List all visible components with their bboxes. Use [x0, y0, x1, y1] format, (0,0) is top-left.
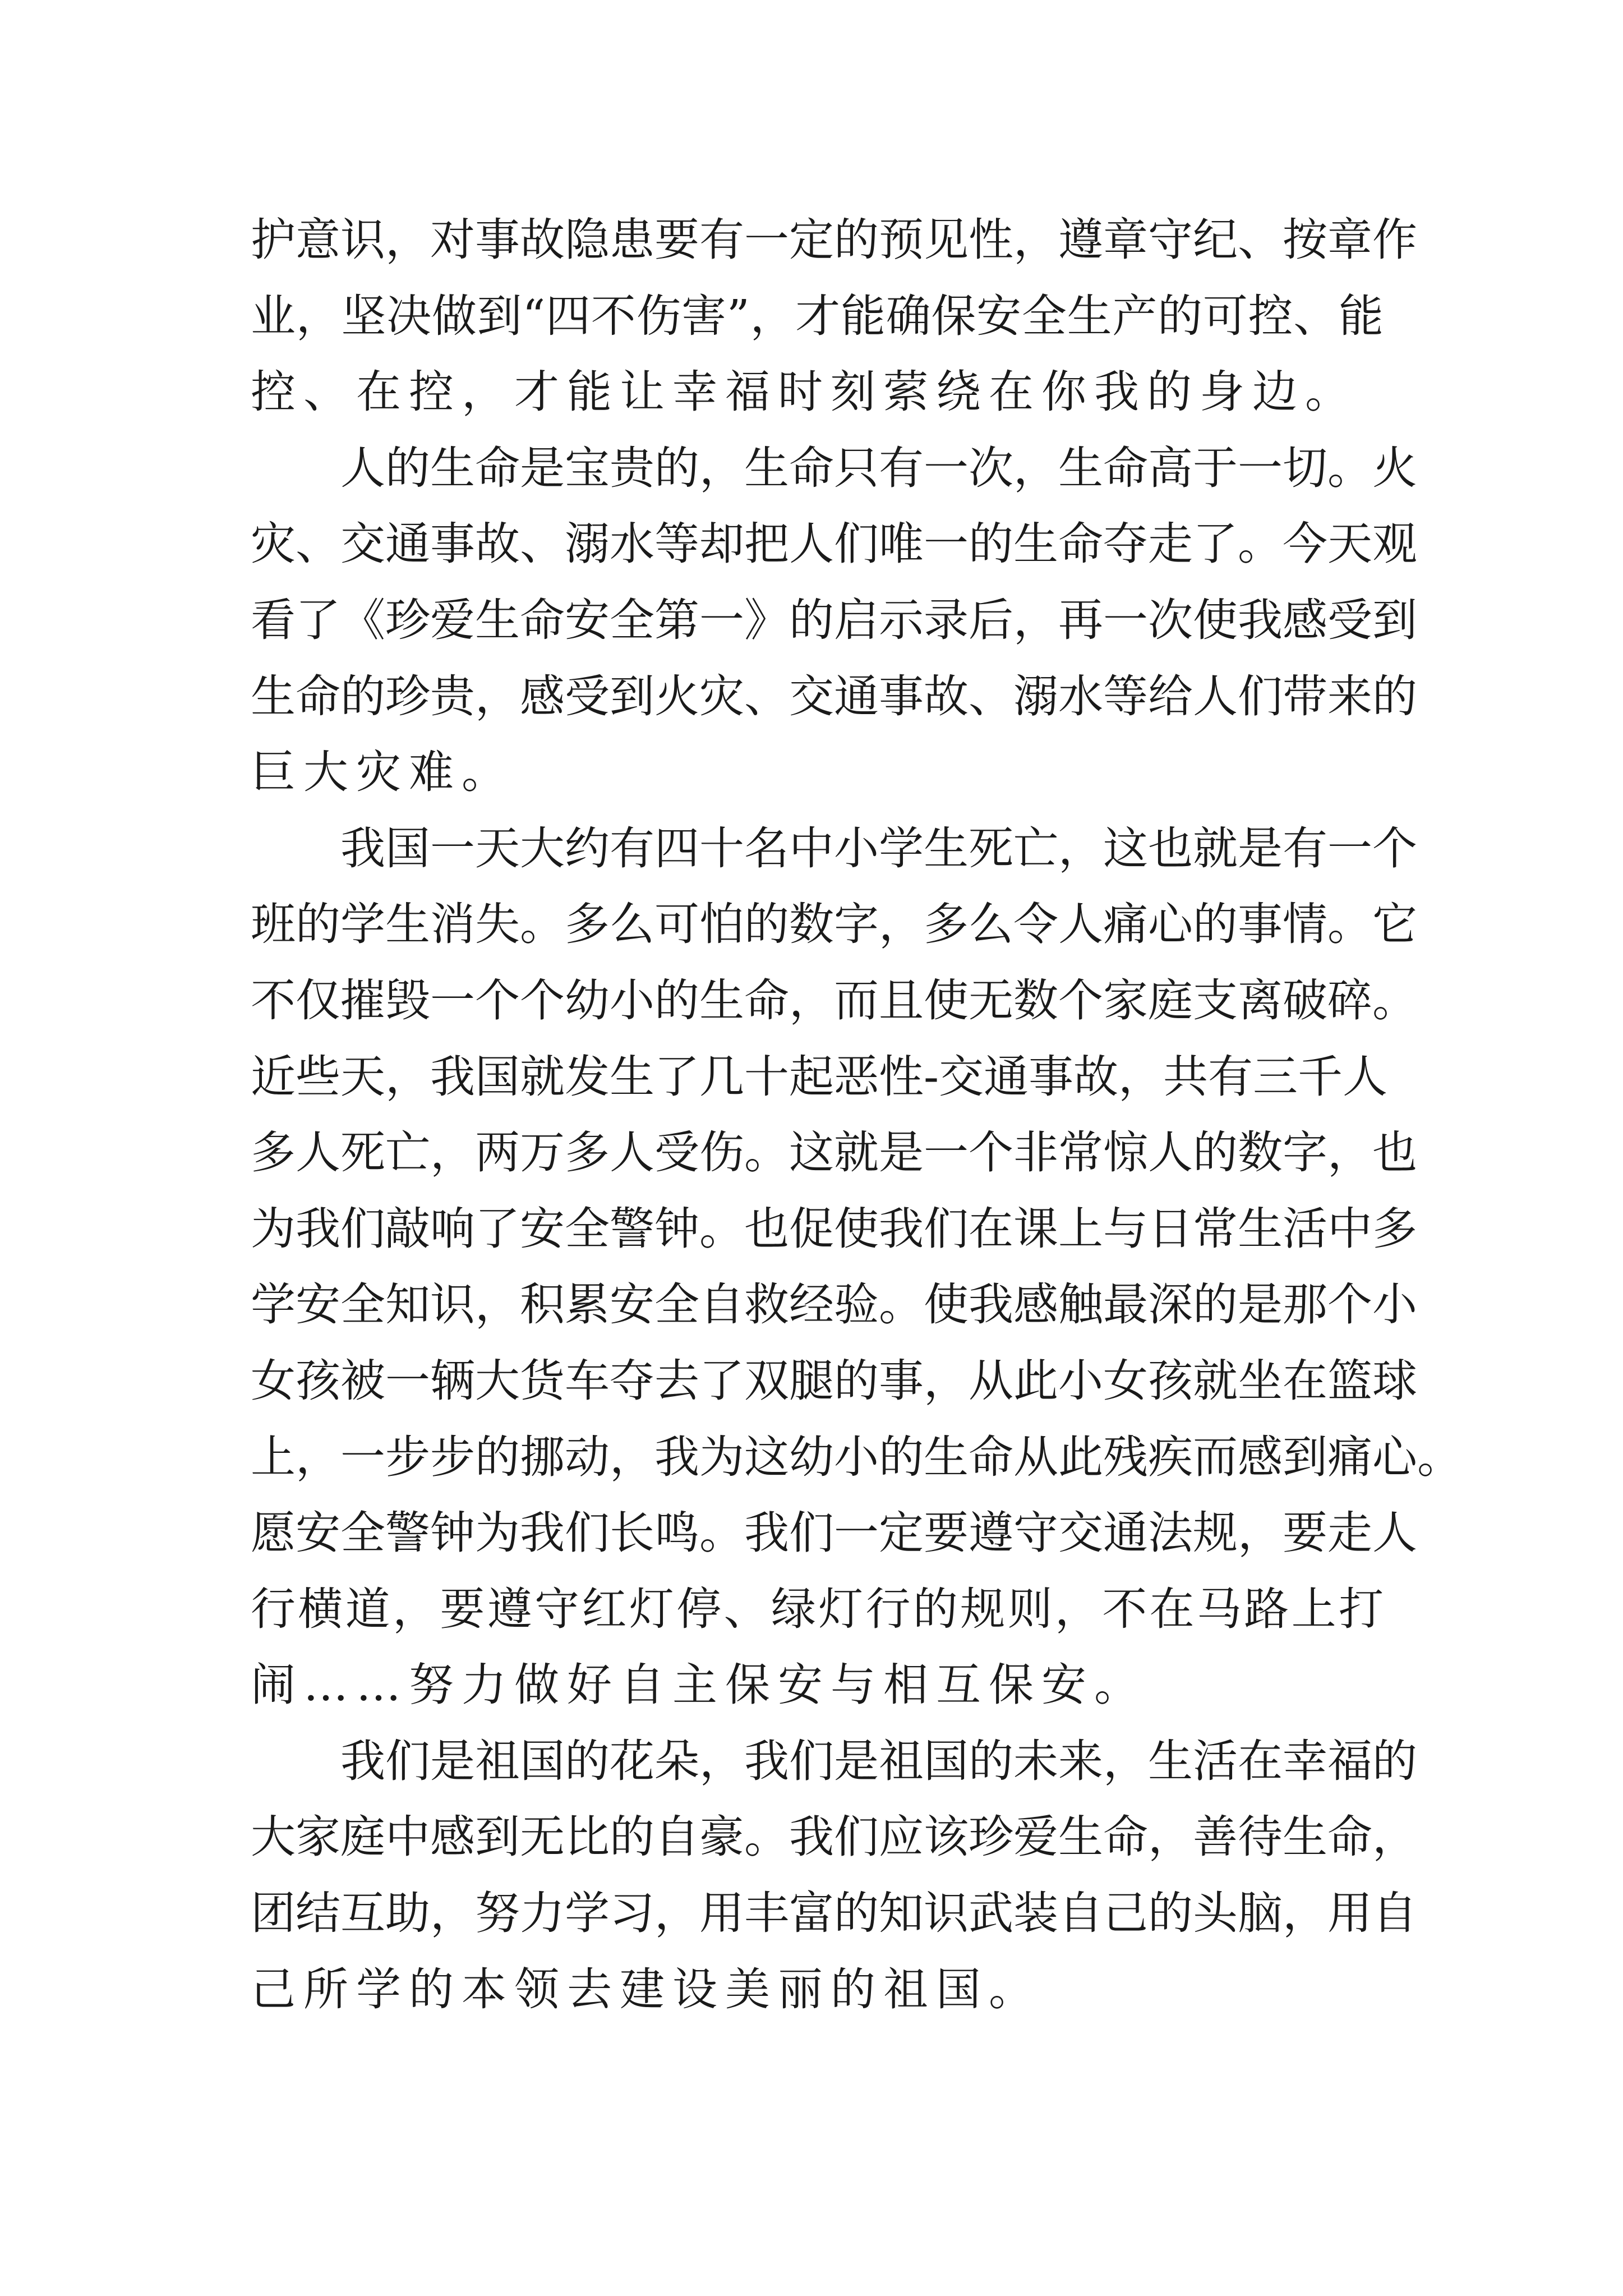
text-line: 上，一步步的挪动，我为这幼小的生命从此残疾而感到痛心。 [251, 1430, 1462, 1483]
text-line: 控、在控，才能让幸福时刻萦绕在你我的身边。 [251, 366, 1358, 418]
text-line: 巨大灾难。 [251, 746, 514, 799]
text-line: 生命的珍贵，感受到火灾、交通事故、溺水等给人们带来的 [251, 670, 1417, 723]
document-body [251, 202, 1462, 2027]
text-line: 团结互助，努力学习，用丰富的知识武装自己的头脑，用自 [251, 1887, 1417, 1940]
text-line: 多人死亡，两万多人受伤。这就是一个非常惊人的数字，也 [251, 1126, 1417, 1179]
text-line: 行横道，要遵守红灯停、绿灯行的规则，不在马路上打 [251, 1582, 1384, 1635]
paragraph-1 [251, 202, 1417, 430]
text-line: 不仅摧毁一个个幼小的生命，而且使无数个家庭支离破碎。 [251, 974, 1417, 1027]
text-line: 护意识，对事故隐患要有一定的预见性，遵章守纪、按章作 [251, 214, 1417, 266]
paragraph-3 [251, 811, 1462, 1723]
text-line: 大家庭中感到无比的自豪。我们应该珍爱生命，善待生命， [251, 1811, 1417, 1864]
text-line: 近些天，我国就发生了几十起恶性-交通事故，共有三千人 [251, 1050, 1388, 1103]
text-line: 闹……努力做好自主保安与相互保安。 [251, 1659, 1147, 1711]
text-line: 我们是祖国的花朵，我们是祖国的未来，生活在幸福的 [340, 1734, 1417, 1787]
text-line: 学安全知识，积累安全自救经验。使我感触最深的是那个小 [251, 1278, 1417, 1331]
paragraph-2 [251, 430, 1417, 811]
text-line: 人的生命是宝贵的，生命只有一次，生命高于一切。火 [340, 441, 1417, 494]
paragraph-4 [251, 1723, 1417, 2027]
text-line: 女孩被一辆大货车夺去了双腿的事，从此小女孩就坐在篮球 [251, 1354, 1417, 1407]
text-line: 为我们敲响了安全警钟。也促使我们在课上与日常生活中多 [251, 1202, 1417, 1255]
text-line: 己所学的本领去建设美丽的祖国。 [251, 1963, 1041, 2016]
text-line: 灾、交通事故、溺水等却把人们唯一的生命夺走了。今天观 [251, 518, 1417, 570]
text-line: 愿安全警钟为我们长鸣。我们一定要遵守交通法规，要走人 [251, 1507, 1417, 1559]
text-line: 看了《珍爱生命安全第一》的启示录后，再一次使我感受到 [251, 593, 1417, 646]
text-line: 我国一天大约有四十名中小学生死亡，这也就是有一个 [340, 822, 1417, 875]
text-line: 业，坚决做到“四不伤害”，才能确保安全生产的可控、能 [251, 289, 1384, 342]
text-line: 班的学生消失。多么可怕的数字，多么令人痛心的事情。它 [251, 898, 1417, 951]
